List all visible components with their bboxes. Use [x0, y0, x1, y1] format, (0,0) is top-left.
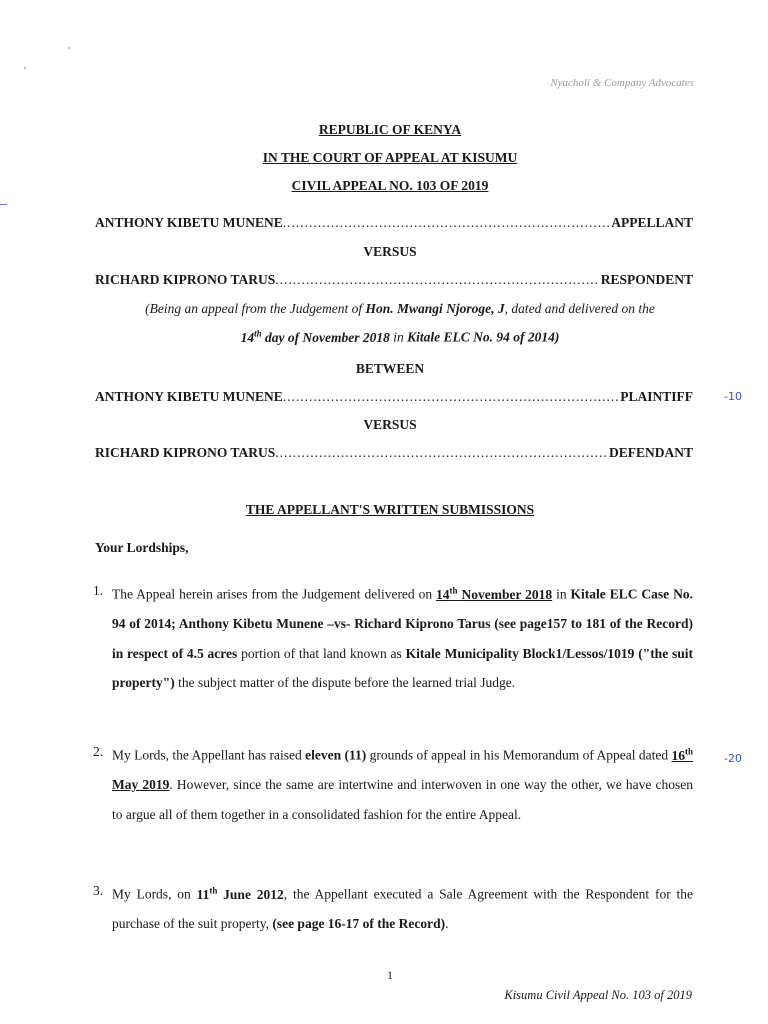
- court-heading: IN THE COURT OF APPEAL AT KISUMU: [262, 150, 518, 165]
- page-number: 1: [387, 968, 393, 982]
- plaintiff-name: ANTHONY KIBETU MUNENE: [95, 389, 283, 404]
- between-label: BETWEEN: [355, 361, 425, 376]
- appellant-role: APPELLANT: [611, 215, 693, 230]
- footer-case-reference: Kisumu Civil Appeal No. 103 of 2019: [504, 988, 692, 1002]
- paragraph-number: 3.: [93, 883, 104, 898]
- appellant-name: ANTHONY KIBETU MUNENE: [95, 215, 283, 230]
- appeal-origin-note: (Being an appeal from the Judgement of Hon. Mwangi Njoroge, J, dated and delivered on the 14th day of November 2018 in Kitale ELC No. 94 of 2014): [145, 301, 655, 345]
- appellant-line: [95, 215, 693, 231]
- submissions-title: THE APPELLANT'S WRITTEN SUBMISSIONS: [245, 502, 535, 517]
- defendant-line: [95, 445, 693, 461]
- respondent-name: RICHARD KIPRONO TARUS: [95, 272, 276, 287]
- scan-edge-mark: [0, 204, 7, 205]
- leader-dots: [283, 389, 618, 405]
- leader-dots: [275, 272, 598, 288]
- respondent-role: RESPONDENT: [600, 272, 693, 287]
- paragraph-number: 1.: [93, 583, 104, 598]
- scan-speck: [68, 47, 70, 49]
- paragraph-number: 2.: [93, 744, 104, 759]
- plaintiff-role: PLAINTIFF: [620, 389, 693, 404]
- versus-label: VERSUS: [363, 417, 417, 432]
- paragraph-3: 3. My Lords, on 11th June 2012, the Appellant executed a Sale Agreement with the Respondent for the purchase of the suit property, (see page 16-17 of the Record).: [93, 876, 693, 939]
- leader-dots: [275, 445, 607, 461]
- margin-line-mark: -20: [724, 752, 742, 765]
- firm-header: Nyacholi & Company Advocates: [550, 77, 694, 89]
- plaintiff-line: [95, 389, 693, 405]
- scan-speck: [24, 67, 26, 69]
- versus-label: VERSUS: [363, 244, 417, 259]
- margin-line-mark: -10: [724, 390, 742, 403]
- leader-dots: [283, 215, 609, 231]
- republic-heading: REPUBLIC OF KENYA: [318, 122, 462, 137]
- respondent-line: [95, 272, 693, 288]
- paragraph-1: 1. The Appeal herein arises from the Judgement delivered on 14th November 2018 in Kitale ELC Case No. 94 of 2014; Anthony Kibetu Munene –vs- Richard Kiprono Tarus (see page157 to 181 of the Record) in respect of 4.5 acres portion of that land known as Kitale Municipality Block1/Lessos/1019 ("the suit property") the subject matter of the dispute before the learned trial Judge.: [93, 576, 693, 698]
- defendant-role: DEFENDANT: [608, 445, 693, 460]
- paragraph-2: 2. My Lords, the Appellant has raised eleven (11) grounds of appeal in his Memorandum of Appeal dated 16th May 2019. However, since the same are intertwine and interwoven in one way the other, we have chosen to argue all of them together in a consolidated fashion for the entire Appeal.: [93, 737, 693, 829]
- salutation: Your Lordships,: [95, 540, 189, 555]
- appeal-number-heading: CIVIL APPEAL NO. 103 OF 2019: [291, 178, 489, 193]
- defendant-name: RICHARD KIPRONO TARUS: [95, 445, 276, 460]
